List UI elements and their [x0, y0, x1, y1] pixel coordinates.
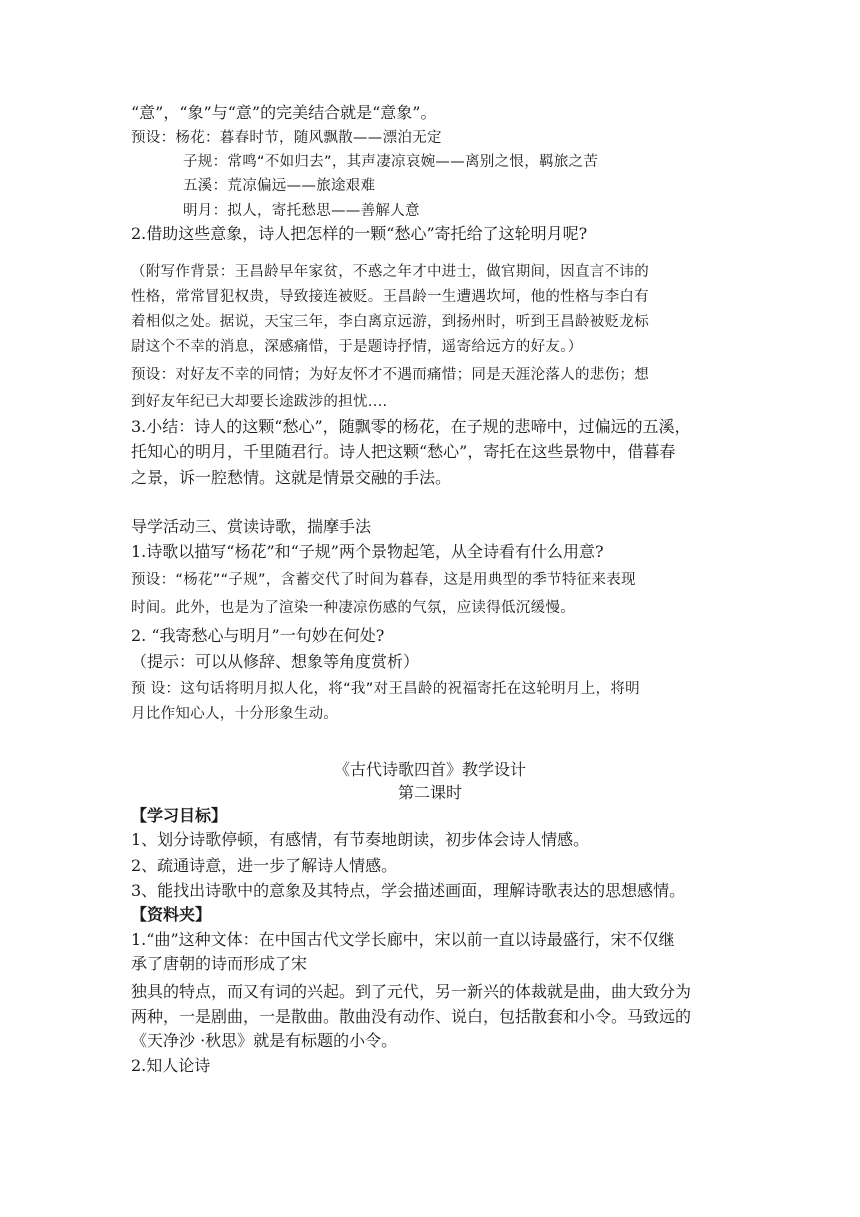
text-line: 时间。此外，也是为了渲染一种凄凉伤感的气氛，应读得低沉缓慢。	[131, 600, 575, 616]
text-line: 两种，一是剧曲，一是散曲。散曲没有动作、说白，包括散套和小令。马致远的	[131, 1007, 692, 1026]
text-line: “意”，“象”与“意”的完美结合就是“意象”。	[131, 103, 437, 122]
text-line: 预设：杨花：暮春时节，随风飘散——漂泊无定	[131, 130, 442, 146]
section-heading: 导学活动三、赏读诗歌，揣摩手法	[131, 517, 372, 536]
text-line: 五溪：荒凉偏远——旅途艰难	[183, 178, 376, 194]
text-line: 承了唐朝的诗而形成了宋	[131, 954, 308, 973]
section-heading: 【学习目标】	[131, 806, 228, 825]
text-line: 明月：拟人，寄托愁思——善解人意	[183, 203, 420, 219]
text-line: 1、划分诗歌停顿，有感情，有节奏地朗读，初步体会诗人情感。	[131, 830, 590, 849]
text-line: 2.知人论诗	[131, 1056, 211, 1075]
text-line: 性格，常常冒犯权贵，导致接连被贬。王昌龄一生遭遇坎坷，他的性格与李白有	[131, 289, 649, 305]
text-line: （附写作背景：王昌龄早年家贫，不惑之年才中进士，做官期间，因直言不讳的	[131, 264, 649, 280]
text-line: 预设：“杨花”“子规”，含蓄交代了时间为暮春，这是用典型的季节特征来表现	[131, 572, 636, 588]
text-line: 预设：对好友不幸的同情；为好友怀才不遇而痛惜；同是天涯沦落人的悲伤；想	[131, 367, 649, 383]
text-line: 预 设：这句话将明月拟人化，将“我”对王昌龄的祝福寄托在这轮明月上，将明	[131, 681, 640, 697]
text-line: 《天净沙 ·秋思》就是有标题的小令。	[131, 1031, 398, 1050]
text-line: 2.借助这些意象，诗人把怎样的一颗“愁心”寄托给了这轮明月呢?	[131, 224, 588, 243]
text-line: 1.诗歌以描写“杨花”和“子规”两个景物起笔，从全诗看有什么用意?	[131, 542, 604, 561]
text-line: 2、疏通诗意，进一步了解诗人情感。	[131, 856, 398, 875]
text-line: 托知心的明月，千里随君行。诗人把这颗“愁心”，寄托在这些景物中，借暮春	[131, 442, 676, 461]
text-line: 3.小结：诗人的这颗“愁心”，随飘零的杨花，在子规的悲啼中，过偏远的五溪，	[131, 417, 691, 436]
text-line: 3、能找出诗歌中的意象及其特点，学会描述画面，理解诗歌表达的思想感情。	[131, 881, 686, 900]
text-line: 子规：常鸣“不如归去”，其声凄凉哀婉——离别之恨，羁旅之苦	[183, 154, 599, 170]
document-title: 《古代诗歌四首》教学设计	[333, 760, 526, 779]
text-line: 独具的特点，而又有词的兴起。到了元代，另一新兴的体裁就是曲，曲大致分为	[131, 982, 692, 1001]
text-line: 到好友年纪已大却要长途跋涉的担忧....	[131, 394, 388, 410]
text-line: 2. “我寄愁心与明月”一句妙在何处?	[131, 626, 385, 645]
text-line: （提示：可以从修辞、想象等角度赏析）	[131, 652, 420, 671]
text-line: 1.“曲”这种文体：在中国古代文学长廊中，宋以前一直以诗最盛行，宋不仅继	[131, 930, 675, 949]
text-line: 着相似之处。据说，天宝三年，李白离京远游，到扬州时，听到王昌龄被贬龙标	[131, 314, 649, 330]
text-line: 尉这个不幸的消息，深感痛惜，于是题诗抒情，遥寄给远方的好友。）	[131, 339, 583, 355]
lesson-subtitle: 第二课时	[397, 783, 462, 802]
text-line: 月比作知心人，十分形象生动。	[131, 706, 339, 722]
section-heading: 【资料夹】	[131, 905, 212, 924]
text-line: 之景，诉一腔愁情。这就是情景交融的手法。	[131, 468, 452, 487]
